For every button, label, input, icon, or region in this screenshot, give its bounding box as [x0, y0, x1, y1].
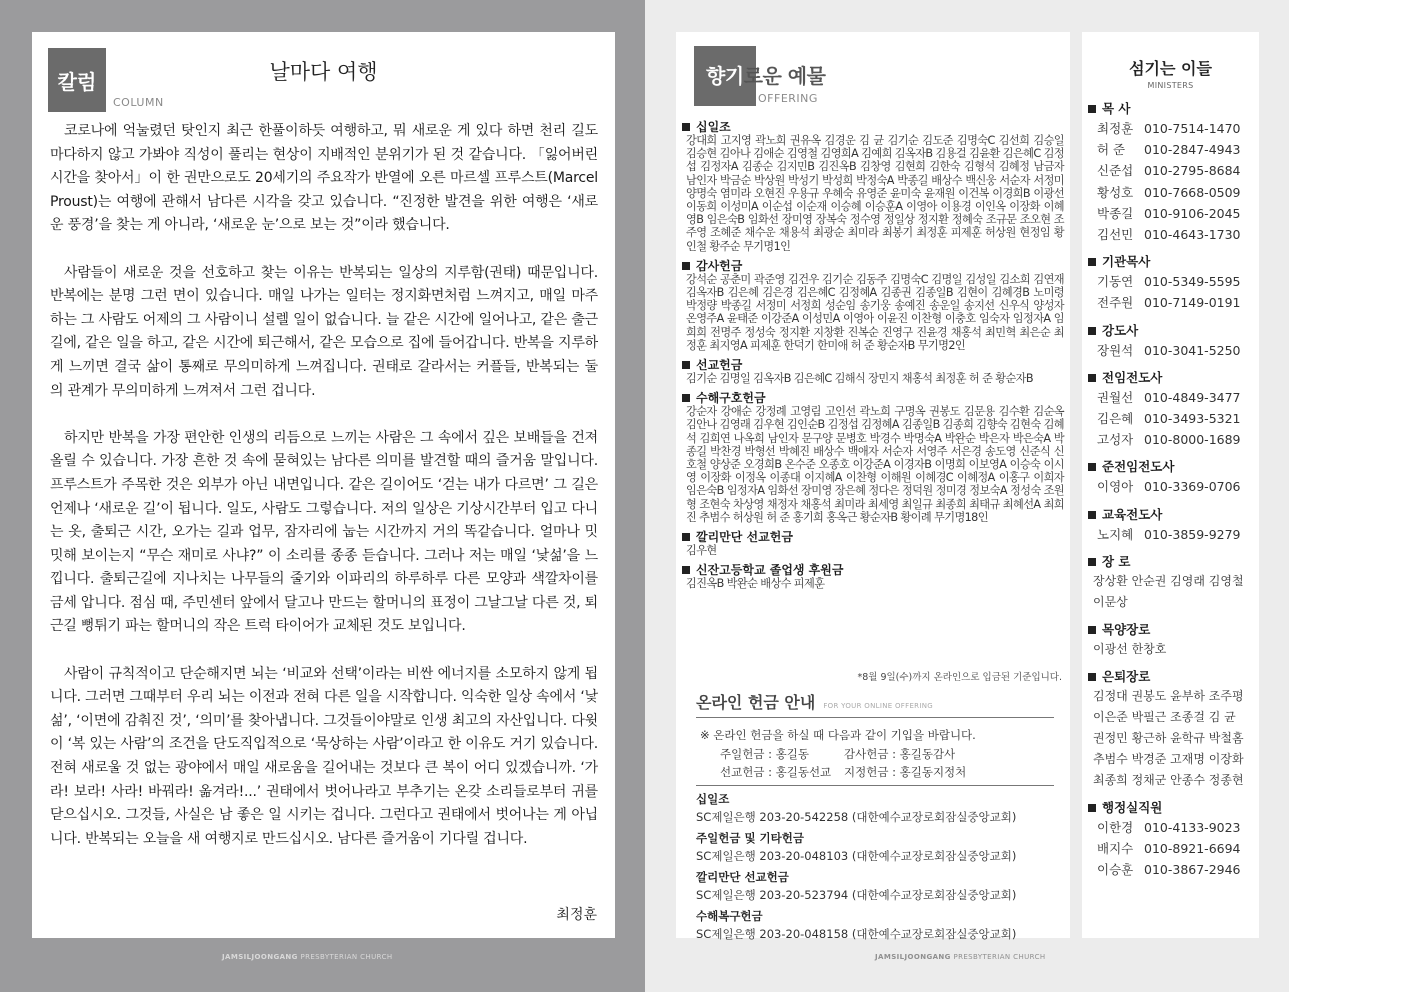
footer-church-bold: JAMSILJOONGANG [222, 953, 298, 961]
ministers-section-title: 은퇴장로 [1102, 668, 1151, 684]
ministers-section-header [1088, 253, 1256, 271]
elder-names: 권정민 황근하 윤학규 박철홈 [1093, 730, 1244, 745]
minister-name: 김선민 [1097, 227, 1134, 243]
ministers-section-header [1088, 553, 1256, 571]
online-divider [696, 785, 1054, 786]
offering-section-title: 십일조 [696, 120, 731, 134]
offering-section-names: 강대희 고지영 곽노희 권유옥 김경운 김 균 김기순 김도준 김명숙C 김선희 김승일 김승현 김아나 김애순 김영철 김영희A 김예희 김옥자B 김용걸 김윤환 김은혜C 김정섭 김정자A 김종순 김지민B 김진옥B 김창영 김현희 김한숙 김형석 김혜정 남금자 남인자 박금순 박상원 박성기 박성희 박정숙A 박종길 배상수 백신웅 서순자 서정미 양명숙 염미라 오현진 우용규 우혜숙 유영준 윤미숙 윤재원 이건복 이경희B 이광선 이동희 이성미A 이순섭 이순재 이승혜 이승훈A 이영아 이용경 이인옥 이장화 이혜영B 임은숙B 임화선 장미영 장복숙 정수영 정일상 정지환 정혜숙 조규문 조오현 조주영 조혜준 채수운 채용석 최광순 최미라 최봉기 최정훈 피제훈 허상원 현정임 황인철 황주순 무기명1인 [686, 134, 1064, 253]
minister-phone: 010-3867-2946 [1144, 862, 1241, 878]
column-paragraph: 하지만 반복을 가장 편안한 인생의 리듬으로 느끼는 사람은 그 속에서 깊은 보배들을 건져 올릴 수 있습니다. 가장 흔한 것 속에 묻혀있는 남다른 의미를 발견할 때의 즐거움 말입니다. 프루스트가 주목한 것은 외부가 아닌 내면입니다. 같은 길이어도 ‘걷는 내가 다르면’ 그 길은 언제나 ‘새로운 길’이 됩니다. 일도, 사람도 그렇습니다. 저의 일상은 기상시간부터 입고 다니는 옷, 출퇴근 시간, 오가는 길과 업무, 잠자리에 눕는 시간까지 거의 똑같습니다. 얼마나 밋밋해 보이는지 “무슨 재미로 사냐?” 이 소리를 종종 듣습니다. 그러나 저는 매일 ‘낯섦’을 느낍니다. 출퇴근길에 지나치는 나무들의 줄기와 이파리의 하루하루 다른 모양과 색깔차이를 금세 압니다. 점심 때, 주민센터 앞에서 달고나 만드는 할머니의 표정이 그날그날 다른 것, 퇴근길 뻥튀기 파는 할머니의 작은 트럭 타이어가 교체된 것도 보입니다. [50, 429, 598, 635]
offering-section [682, 120, 1064, 253]
minister-phone: 010-9106-2045 [1144, 205, 1241, 221]
offering-section-names: 강순자 강애순 강정례 고영림 고인선 곽노희 구명옥 권봉도 김문용 김수환 김순옥 김안나 김영래 김우현 김인순B 김정섭 김정혜A 김종일B 김종희 김향숙 김현숙 김혜석 김희연 나옥희 남인자 문구양 문병호 박경수 박명숙A 박완순 박은자 박은숙A 박종길 박찬경 박형선 박혜진 배상수 백애자 서순자 서영주 서은경 송도영 신준식 신호철 양상준 오경희B 온수준 오종호 이강준A 이경자B 이명희 이보영A 이승숙 이시영 이장화 이정옥 이종대 이지혜A 이찬형 이해원 이혜경C 이혜정A 이홍구 이희자 임은숙B 임정자A 임화선 장미영 장은혜 정다은 정덕원 정미경 정보숙A 정성숙 조원형 조현숙 차상영 채정자 채홍석 최미라 최세영 최일규 최종희 최태규 최혜선A 최희진 추범수 허상원 허 준 홍기희 홍옥근 황순자B 황이례 무기명18인 [686, 405, 1064, 524]
account-item [696, 829, 1054, 867]
offering-section-names: 김우현 [686, 544, 717, 558]
minister-row [1088, 838, 1256, 859]
offering-section [682, 391, 1064, 524]
minister-row [1088, 408, 1256, 429]
minister-name: 장원석 [1097, 342, 1134, 358]
ministers-section-header [1088, 506, 1256, 524]
ministers-section-title: 장 로 [1102, 553, 1131, 569]
minister-name: 노지혜 [1097, 526, 1134, 542]
minister-row [1088, 476, 1256, 497]
account-title: 수해복구헌금 [696, 909, 763, 923]
elder-names: 이은준 박필근 조종걸 김 균 [1093, 709, 1236, 724]
minister-phone: 010-8921-6694 [1144, 841, 1241, 857]
ministers-section-title: 목양장로 [1102, 621, 1151, 637]
minister-name: 신준섭 [1097, 163, 1134, 179]
offering-title-b: 로운 예물 [743, 64, 826, 88]
ministers-title: 섬기는 이들 [1129, 59, 1212, 78]
ministers-section [1088, 553, 1256, 613]
ministers-section-title: 강도사 [1102, 322, 1139, 338]
minister-name: 허 준 [1097, 142, 1126, 158]
minister-row [1088, 340, 1256, 361]
ministers-section-title: 전임전도사 [1102, 369, 1163, 385]
bullet-square-icon [1088, 558, 1096, 566]
bullet-square-icon [682, 394, 690, 402]
ministers-section [1088, 100, 1256, 245]
online-offering-subtitle: FOR YOUR ONLINE OFFERING [823, 702, 933, 710]
bullet-square-icon [1088, 626, 1096, 634]
column-title: 날마다 여행 [269, 60, 378, 84]
minister-name: 박종길 [1097, 205, 1134, 221]
minister-name: 김은혜 [1097, 411, 1134, 427]
ministers-section-header [1088, 621, 1256, 639]
offering-section-names: 김진옥B 박완순 배상수 피제훈 [686, 577, 825, 591]
minister-row [1088, 203, 1256, 224]
minister-name: 이한경 [1097, 819, 1134, 835]
minister-name: 최정훈 [1097, 121, 1134, 136]
column-paragraph: 사람들이 새로운 것을 선호하고 찾는 이유는 반복되는 일상의 지루함(권태) 때문입니다. 반복에는 분명 그런 면이 있습니다. 매일 나가는 일터는 정지화면처럼 느껴지고, 매일 마주하는 그 사람도 어제의 그 사람이니 설렐 일이 없습니다. 늘 같은 시간에 일어나고, 같은 출근길에, 같은 일을 하고, 같은 시간에 퇴근해서, 같은 모습으로 집에 들어갑니다. 반복을 지루하게 느끼면 결국 삶이 통째로 무의미하게 느껴집니다. 권태로 갈라서는 커플들, 반복되는 둘의 관계가 무의미하게 느껴져서 그런 겁니다. [50, 264, 598, 399]
bullet-square-icon [1088, 511, 1096, 519]
offering-section-title: 깔리만단 선교헌금 [696, 530, 793, 545]
minister-phone: 010-4133-9023 [1144, 819, 1241, 835]
online-instructions [696, 726, 1054, 782]
elder-names: 추범수 박경준 고재명 이장화 [1093, 751, 1244, 766]
account-number: SC제일은행 203-20-048103 (대한예수교장로회잠실중앙교회) [696, 849, 1017, 863]
elder-names: 이광선 한창호 [1093, 641, 1167, 656]
footer-church-rest: PRESBYTERIAN CHURCH [950, 953, 1046, 961]
online-example: 주일헌금 : 홍길동 [720, 746, 809, 761]
minister-name: 전주원 [1097, 295, 1134, 311]
column-author: 최정훈 [556, 907, 597, 923]
column-paragraph: 코로나에 억눌렸던 탓인지 최근 한풀이하듯 여행하고, 뭐 새로운 게 있다 하면 천리 길도 마다하지 않고 가봐야 직성이 풀리는 현상이 지배적인 분위기가 된 것 같습니다. 「잃어버린 시간을 찾아서」이 한 권만으로도 20세기의 주요작가 반열에 오른 마르셀 프루스트(Marcel Proust)는 여행에 관해서 남다른 시각을 갖고 있습니다. “진정한 발견을 위한 여행은 ‘새로운 풍경’을 찾는 게 아니라, ‘새로운 눈’으로 보는 것”이라 했습니다. [50, 123, 598, 234]
offering-section-title: 수해구호헌금 [696, 391, 766, 406]
minister-name: 황성호 [1097, 184, 1134, 200]
minister-phone: 010-4849-3477 [1144, 389, 1241, 405]
offering-section-title: 선교헌금 [696, 358, 743, 373]
account-title: 주일헌금 및 기타헌금 [696, 831, 804, 845]
elder-names: 최종희 정채군 안종수 정종현 [1093, 772, 1244, 787]
minister-name: 고성자 [1097, 432, 1134, 448]
offering-section [682, 563, 1064, 590]
bullet-square-icon [682, 533, 690, 541]
minister-row [1088, 292, 1256, 313]
minister-row [1088, 160, 1256, 181]
page-margin [1289, 0, 1403, 992]
ministers-list [1088, 100, 1256, 888]
elder-names: 김정대 권봉도 윤부하 조주평 [1093, 688, 1244, 703]
minister-name: 배지수 [1097, 841, 1134, 857]
account-title: 십일조 [696, 792, 730, 806]
minister-row [1088, 817, 1256, 838]
footer-church-bold: JAMSILJOONGANG [875, 953, 951, 961]
ministers-section-title: 기관목사 [1102, 254, 1151, 270]
ministers-section-header [1088, 369, 1256, 387]
minister-phone: 010-3859-9279 [1144, 526, 1241, 542]
minister-phone: 010-3369-0706 [1144, 479, 1241, 495]
ministers-section [1088, 621, 1256, 660]
bullet-square-icon [682, 361, 690, 369]
account-item [696, 907, 1054, 945]
ministers-subtitle: MINISTERS [1147, 81, 1194, 90]
ministers-section [1088, 369, 1256, 451]
minister-row [1088, 524, 1256, 545]
offering-section-names: 김기순 김명일 김옥자B 김은혜C 김해식 장민지 채홍석 최정훈 허 준 황순자B [686, 372, 1033, 386]
offering-tag-sub: OFFERING [758, 92, 818, 105]
offering-title-a: 향기 [706, 64, 744, 88]
account-item [696, 790, 1054, 828]
ministers-section [1088, 253, 1256, 313]
minister-row [1088, 859, 1256, 880]
column-body [50, 120, 598, 875]
minister-name: 이영아 [1097, 479, 1134, 495]
minister-phone: 010-2795-8684 [1144, 163, 1241, 179]
minister-phone: 010-4643-1730 [1144, 227, 1241, 243]
ministers-section [1088, 458, 1256, 497]
minister-phone: 010-7668-0509 [1144, 184, 1241, 200]
footer-right [875, 953, 1046, 961]
column-paragraph: 사람이 규칙적이고 단순해지면 뇌는 ‘비교와 선택’이라는 비싼 에너지를 소모하지 않게 됩니다. 그러면 그때부터 우리 뇌는 이전과 전혀 다른 일을 시작합니다. 익숙한 일상 속에서 ‘낯섦’, ‘이면에 감춰진 것’, ‘의미’를 찾아냅니다. 그것들이야말로 인생 최고의 자산입니다. 다윗이 ‘복 있는 사람’의 조건을 단도직입적으로 ‘묵상하는 사람’이라고 한 이유도 거기 있습니다. 전혀 새로울 것 없는 광야에서 매일 새로움을 길어내는 것보다 큰 복이 어디 있겠습니까. ‘가라! 보라! 사라! 바꿔라! 옮겨라!...’ 권태에서 벗어나라고 부추기는 온갖 소리들로부터 귀를 닫으십시오. 그것들, 사실은 남 좋은 일 시키는 겁니다. 그런다고 권태에서 벗어나는 게 아닙니다. 반복되는 오늘을 새 여행지로 만드십시오. 남다른 즐거움이 기다릴 겁니다. [50, 665, 598, 847]
minister-phone: 010-8000-1689 [1144, 432, 1241, 448]
minister-phone: 010-2847-4943 [1144, 142, 1241, 158]
minister-row [1088, 387, 1256, 408]
bullet-square-icon [1088, 258, 1096, 266]
offering-title [706, 60, 825, 89]
online-example: 지정헌금 : 홍길동지정처 [844, 765, 967, 779]
minister-row [1088, 118, 1256, 139]
bullet-square-icon [682, 123, 690, 131]
ministers-section-header [1088, 799, 1256, 817]
minister-row [1088, 139, 1256, 160]
minister-name: 권월선 [1097, 389, 1134, 405]
footer-church-rest: PRESBYTERIAN CHURCH [297, 953, 393, 961]
online-example: 선교헌금 : 홍길동선교 [720, 765, 832, 779]
bullet-square-icon [1088, 105, 1096, 113]
bullet-square-icon [1088, 673, 1096, 681]
ministers-section-title: 행정실직원 [1102, 799, 1163, 815]
ministers-section-header [1088, 458, 1256, 476]
minister-row [1088, 429, 1256, 450]
minister-phone: 010-7514-1470 [1144, 121, 1241, 136]
online-offering-header [696, 690, 1054, 718]
offering-section-title: 감사헌금 [696, 258, 743, 273]
ministers-section-title: 교육전도사 [1102, 506, 1163, 522]
minister-phone: 010-3493-5321 [1144, 411, 1241, 427]
minister-row [1088, 224, 1256, 245]
account-number: SC제일은행 203-20-048158 (대한예수교장로회잠실중앙교회) [696, 927, 1017, 941]
elder-names: 이문상 [1093, 594, 1128, 609]
minister-name: 이승훈 [1097, 862, 1134, 878]
column-tag-sub: COLUMN [113, 96, 164, 109]
offering-section [682, 358, 1064, 385]
account-number: SC제일은행 203-20-523794 (대한예수교장로회잠실중앙교회) [696, 888, 1017, 902]
bullet-square-icon [682, 262, 690, 270]
column-panel [32, 32, 615, 938]
account-title: 깔리만단 선교헌금 [696, 870, 789, 884]
footer-left [222, 953, 393, 961]
bullet-square-icon [682, 566, 690, 574]
minister-phone: 010-3041-5250 [1144, 342, 1241, 358]
minister-name: 기동연 [1097, 274, 1134, 290]
account-list [696, 790, 1054, 946]
ministers-section-title: 목 사 [1102, 101, 1131, 116]
ministers-section [1088, 668, 1256, 791]
offering-list [682, 120, 1064, 596]
offering-panel [676, 32, 1070, 941]
ministers-section-header [1088, 322, 1256, 340]
bullet-square-icon [1088, 374, 1096, 382]
ministers-section [1088, 322, 1256, 361]
column-tag: 칼럼 [48, 48, 106, 112]
ministers-section-header [1088, 668, 1256, 686]
ministers-section-title: 준전임전도사 [1102, 459, 1175, 475]
online-offering-title: 온라인 헌금 안내 [696, 693, 816, 712]
account-number: SC제일은행 203-20-542258 (대한예수교장로회잠실중앙교회) [696, 810, 1017, 824]
account-item [696, 868, 1054, 906]
online-example: 감사헌금 : 홍길동감사 [844, 746, 956, 761]
bullet-square-icon [1088, 327, 1096, 335]
minister-phone: 010-7149-0191 [1144, 295, 1241, 311]
ministers-section [1088, 799, 1256, 881]
bullet-square-icon [1088, 804, 1096, 812]
elder-names: 장상환 안순권 김영래 김영철 [1093, 573, 1244, 588]
ministers-section-header [1088, 100, 1256, 118]
minister-phone: 010-5349-5595 [1144, 274, 1241, 290]
ministers-section [1088, 506, 1256, 545]
bullet-square-icon [1088, 463, 1096, 471]
ministers-panel [1082, 32, 1259, 938]
minister-row [1088, 271, 1256, 292]
offering-section-title: 신잔고등학교 졸업생 후원금 [696, 563, 844, 578]
offering-section-names: 강석순 공춘미 곽준영 김건우 김기순 김동주 김명숙C 김명일 김성일 김소희 김연재 김옥자B 김은혜 김은경 김은혜C 김정혜A 김종권 김종일B 김현이 김혜경B 노미령 박정량 박종길 서정미 서정희 성순임 송기웅 송예진 송운일 송지선 신우식 양성자 온영주A 윤태준 이강준A 이성민A 이영아 이윤진 이찬형 이충호 임숙자 임정자A 임희희 전명주 정성숙 정지환 지창환 진복순 진영구 진윤경 채홍석 최민혁 최은순 최정훈 최지영A 피제훈 한덕기 한미애 허 준 황순자B 무기명2인 [686, 272, 1064, 352]
offering-section [682, 259, 1064, 352]
minister-row [1088, 182, 1256, 203]
offering-section [682, 530, 1064, 557]
offering-note: *8월 9일(수)까지 온라인으로 입금된 기준입니다. [857, 672, 1062, 683]
online-instruction: ※ 온라인 헌금을 하실 때 다음과 같이 기입을 바랍니다. [700, 728, 976, 742]
